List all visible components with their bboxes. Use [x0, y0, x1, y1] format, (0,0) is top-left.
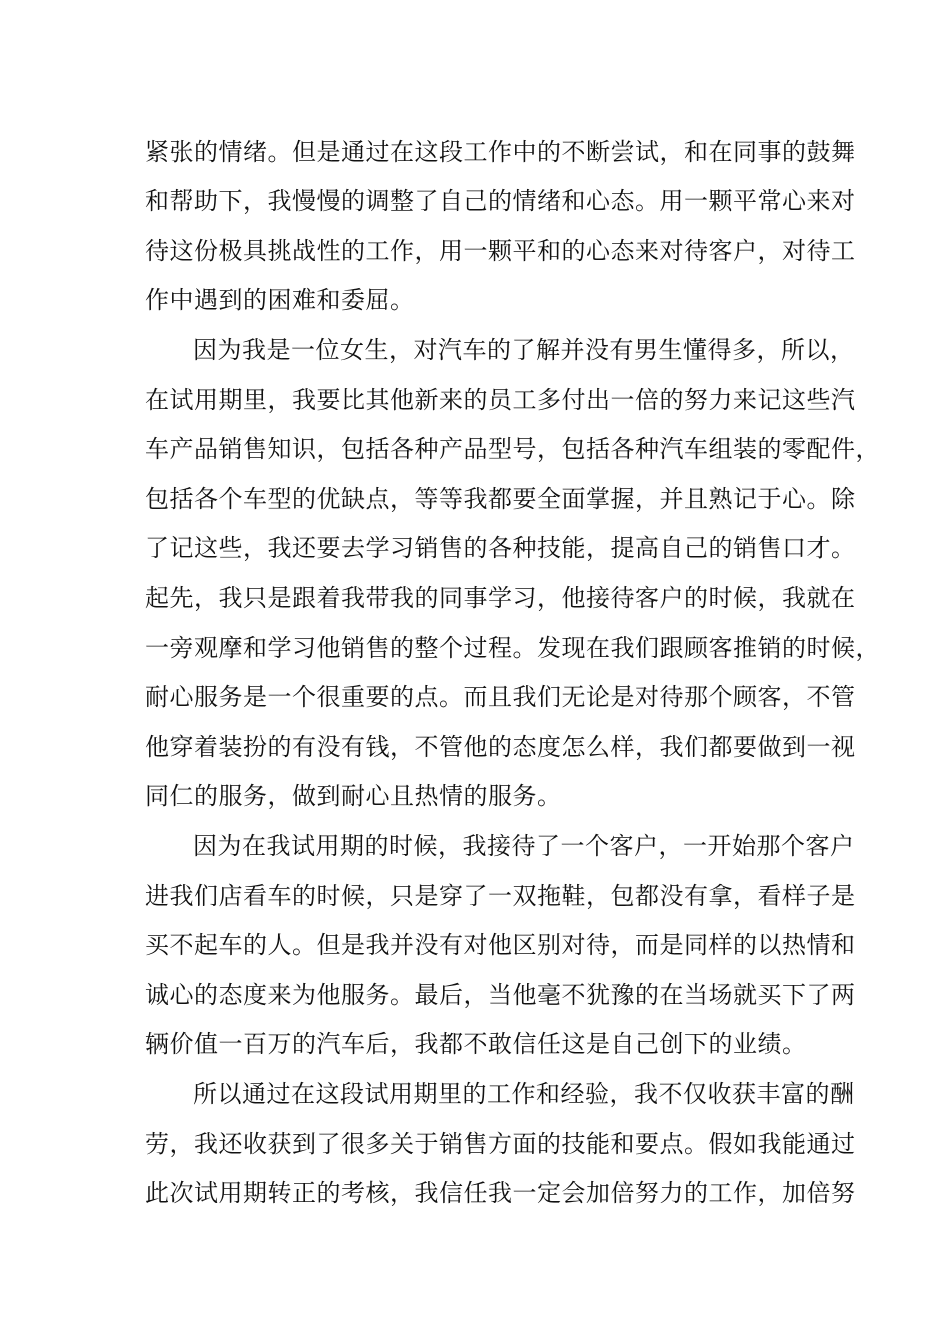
text-line-7: 车产品销售知识，包括各种产品型号，包括各种汽车组装的零配件， — [145, 435, 880, 463]
paragraph-2-first-line: 因为我是一位女生，对汽车的了解并没有男生懂得多，所以， — [193, 336, 855, 364]
text-line-1: 紧张的情绪。但是通过在这段工作中的不断尝试，和在同事的鼓舞 — [145, 138, 856, 166]
text-line-18: 诚心的态度来为他服务。最后，当他毫不犹豫的在当场就买下了两 — [145, 981, 856, 1009]
paragraph-3-first-line: 因为在我试用期的时候，我接待了一个客户，一开始那个客户 — [193, 832, 855, 860]
text-line-21: 劳，我还收获到了很多关于销售方面的技能和要点。假如我能通过 — [145, 1130, 856, 1158]
text-line-2: 和帮助下，我慢慢的调整了自己的情绪和心态。用一颗平常心来对 — [145, 187, 856, 215]
text-line-22: 此次试用期转正的考核，我信任我一定会加倍努力的工作，加倍努 — [145, 1179, 856, 1207]
text-line-13: 他穿着装扮的有没有钱，不管他的态度怎么样，我们都要做到一视 — [145, 733, 856, 761]
paragraph-4-first-line: 所以通过在这段试用期里的工作和经验，我不仅收获丰富的酬 — [193, 1080, 855, 1108]
text-line-16: 进我们店看车的时候，只是穿了一双拖鞋，包都没有拿，看样子是 — [145, 882, 856, 910]
text-line-19: 辆价值一百万的汽车后，我都不敢信任这是自己创下的业绩。 — [145, 1030, 807, 1058]
text-line-14: 同仁的服务，做到耐心且热情的服务。 — [145, 782, 562, 810]
text-line-11: 一旁观摩和学习他销售的整个过程。发现在我们跟顾客推销的时候， — [145, 634, 880, 662]
text-line-9: 了记这些，我还要去学习销售的各种技能，提高自己的销售口才。 — [145, 534, 856, 562]
text-line-17: 买不起车的人。但是我并没有对他区别对待，而是同样的以热情和 — [145, 931, 856, 959]
text-line-8: 包括各个车型的优缺点，等等我都要全面掌握，并且熟记于心。除 — [145, 485, 856, 513]
text-line-10: 起先，我只是跟着我带我的同事学习，他接待客户的时候，我就在 — [145, 584, 856, 612]
text-line-6: 在试用期里，我要比其他新来的员工多付出一倍的努力来记这些汽 — [145, 386, 856, 414]
text-line-12: 耐心服务是一个很重要的点。而且我们无论是对待那个顾客，不管 — [145, 683, 856, 711]
text-line-3: 待这份极具挑战性的工作，用一颗平和的心态来对待客户，对待工 — [145, 237, 856, 265]
text-line-4: 作中遇到的困难和委屈。 — [145, 286, 415, 314]
